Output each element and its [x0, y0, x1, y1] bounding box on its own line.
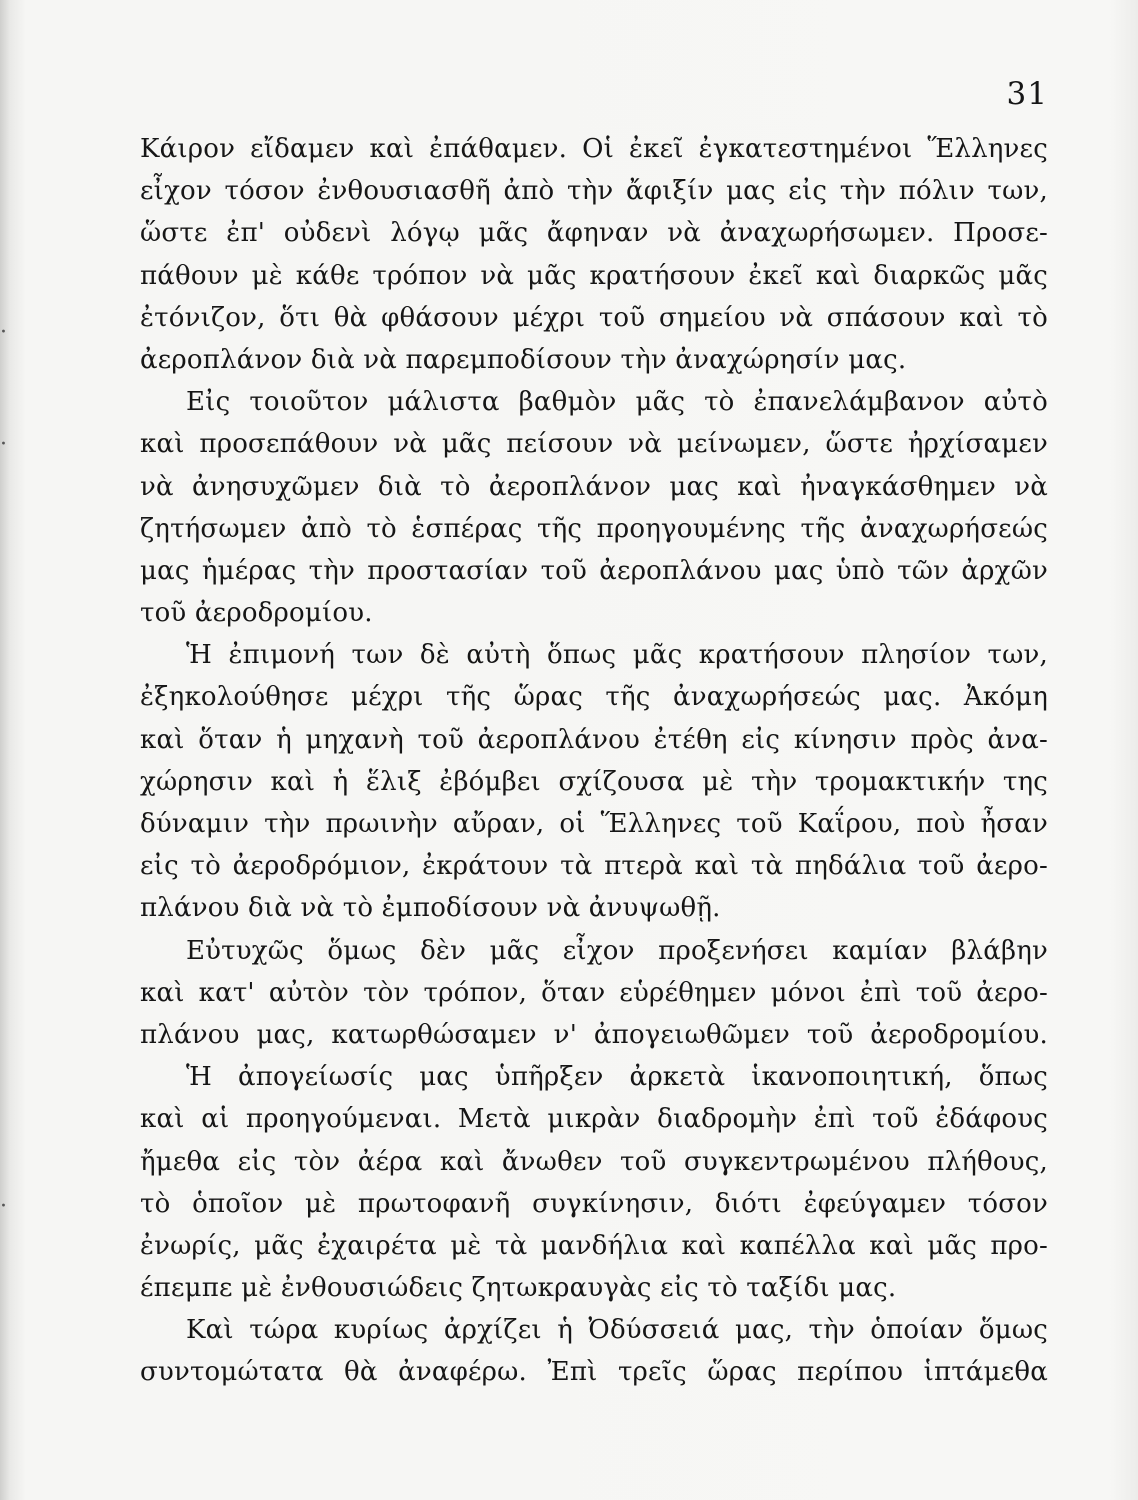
text-line: πάθουν μὲ κάθε τρόπον νὰ μᾶς κρατήσουν ἐκεῖ καὶ διαρκῶς μᾶς [140, 260, 1048, 291]
text-line: εἶχον τόσον ἐνθουσιασθῆ ἀπὸ τὴν ἄφιξίν μας εἰς τὴν πόλιν των, [140, 176, 1048, 207]
text-line: δύναμιν τὴν πρωινὴν αὔραν, οἱ Ἕλληνες τοῦ Καΐρου, ποὺ ἦσαν [140, 809, 1048, 839]
paragraph-first-line: Καὶ τώρα κυρίως ἀρχίζει ἡ Ὀδύσσειά μας, τὴν ὁποίαν ὅμως [186, 1315, 1048, 1346]
text-line: Κάιρον εἴδαμεν καὶ ἐπάθαμεν. Οἱ ἐκεῖ ἐγκατεστημένοι Ἕλληνες [140, 134, 1048, 164]
text-line: τοῦ ἀεροδρομίου. [140, 598, 373, 629]
text-line: ἐξηκολούθησε μέχρι τῆς ὥρας τῆς ἀναχωρήσεώς μας. Ἀκόμη [140, 682, 1048, 713]
margin-mark: · [0, 320, 7, 345]
text-line: καὶ προσεπάθουν νὰ μᾶς πείσουν νὰ μείνωμεν, ὥστε ἠρχίσαμεν [140, 429, 1048, 460]
text-line: τὸ ὁποῖον μὲ πρωτοφανῆ συγκίνησιν, διότι ἐφεύγαμεν τόσον [140, 1188, 1048, 1219]
text-line: εἰς τὸ ἀεροδρόμιον, ἐκράτουν τὰ πτερὰ καὶ τὰ πηδάλια τοῦ ἀερο- [140, 851, 1048, 882]
paragraph-first-line: Εὐτυχῶς ὅμως δὲν μᾶς εἶχον προξενήσει καμίαν βλάβην [186, 935, 1048, 966]
text-line: ἐνωρίς, μᾶς ἐχαιρέτα μὲ τὰ μανδήλια καὶ καπέλλα καὶ μᾶς προ- [140, 1230, 1048, 1261]
text-line: καὶ ὅταν ἡ μηχανὴ τοῦ ἀεροπλάνου ἐτέθη εἰς κίνησιν πρὸς ἀνα- [140, 724, 1048, 755]
body-text [140, 128, 1048, 1394]
text-line: ἤμεθα εἰς τὸν ἀέρα καὶ ἄνωθεν τοῦ συγκεντρωμένου πλήθους, [140, 1146, 1048, 1177]
text-line: μας ἡμέρας τὴν προστασίαν τοῦ ἀεροπλάνου μας ὑπὸ τῶν ἀρχῶν [140, 555, 1048, 586]
text-line: καὶ κατ' αὐτὸν τὸν τρόπον, ὅταν εὑρέθημεν μόνοι ἐπὶ τοῦ ἀερο- [140, 977, 1048, 1008]
paragraph-first-line: Ἡ ἀπογείωσίς μας ὑπῆρξεν ἀρκετὰ ἱκανοποιητική, ὅπως [186, 1062, 1048, 1093]
text-line: καὶ αἱ προηγούμεναι. Μετὰ μικρὰν διαδρομὴν ἐπὶ τοῦ ἐδάφους [140, 1104, 1048, 1135]
text-line: ἐτόνιζον, ὅτι θὰ φθάσουν μέχρι τοῦ σημείου νὰ σπάσουν καὶ τὸ [140, 302, 1048, 333]
text-line: ζητήσωμεν ἀπὸ τὸ ἑσπέρας τῆς προηγουμένης τῆς ἀναχωρήσεώς [140, 513, 1048, 544]
text-line: πλάνου διὰ νὰ τὸ ἐμποδίσουν νὰ ἀνυψωθῇ. [140, 893, 721, 924]
margin-mark: · [0, 1194, 7, 1219]
text-line: έπεμπε μὲ ἐνθουσιώδεις ζητωκραυγὰς εἰς τὸ ταξίδι μας. [140, 1273, 897, 1304]
text-line: ἀεροπλάνον διὰ νὰ παρεμποδίσουν τὴν ἀναχώρησίν μας. [140, 344, 907, 375]
text-line: νὰ ἀνησυχῶμεν διὰ τὸ ἀεροπλάνον μας καὶ ἠναγκάσθημεν νὰ [140, 471, 1048, 502]
text-line: ὥστε ἐπ' οὐδενὶ λόγῳ μᾶς ἄφηναν νὰ ἀναχωρήσωμεν. Προσε- [140, 218, 1048, 249]
paragraph-first-line: Ἡ ἐπιμονή των δὲ αὐτὴ ὅπως μᾶς κρατήσουν πλησίον των, [186, 640, 1048, 671]
text-line: χώρησιν καὶ ἡ ἕλιξ ἐβόμβει σχίζουσα μὲ τὴν τρομακτικήν της [140, 766, 1048, 797]
paragraph-first-line: Εἰς τοιοῦτον μάλιστα βαθμὸν μᾶς τὸ ἐπανελάμβανον αὐτὸ [186, 387, 1048, 418]
margin-mark: · [0, 432, 7, 457]
page-number: 31 [1006, 76, 1048, 112]
text-line: συντομώτατα θὰ ἀναφέρω. Ἐπὶ τρεῖς ὥρας περίπου ἱπτάμεθα [140, 1357, 1048, 1388]
text-line: πλάνου μας, κατωρθώσαμεν ν' ἀπογειωθῶμεν τοῦ ἀεροδρομίου. [140, 1019, 1048, 1050]
